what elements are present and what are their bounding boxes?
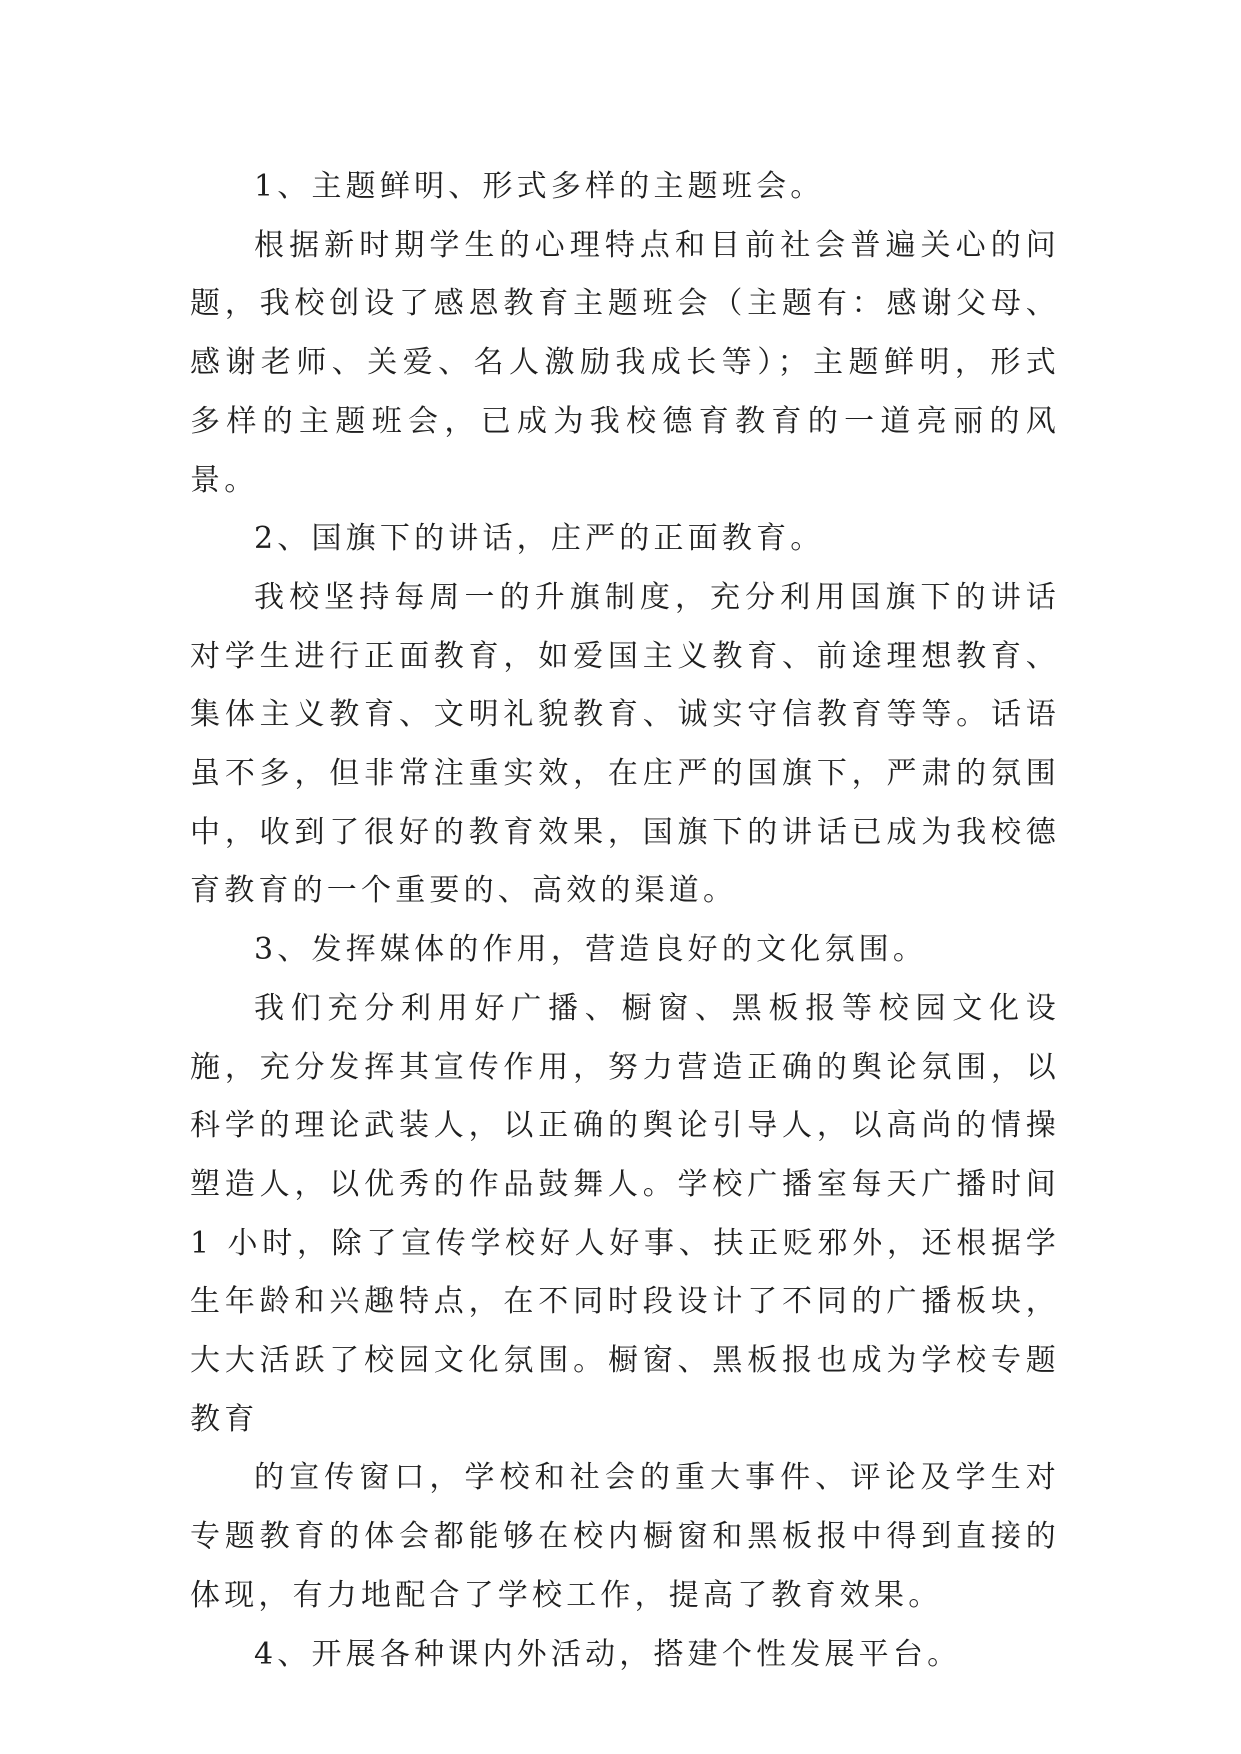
section-heading-1: 1、主题鲜明、形式多样的主题班会。 (254, 169, 825, 204)
body-paragraph-3: 我们充分利用好广播、橱窗、黑板报等校园文化设施，充分发挥其宣传作用，努力营造正确的舆论氛围，以科学的理论武装人，以正确的舆论引导人，以高尚的情操塑造人，以优秀的作品鼓舞人。学校广播室每天广播时间 1 小时，除了宣传学校好人好事、扶正贬邪外，还根据学生年龄和兴趣特点，在不同时段设计了不同的广播板块，大大活跃了校园文化氛围。橱窗、黑板报也成为学校专题教育 (190, 990, 1060, 1437)
body-paragraph-2: 我校坚持每周一的升旗制度，充分利用国旗下的讲话对学生进行正面教育，如爱国主义教育、前途理想教育、集体主义教育、文明礼貌教育、诚实守信教育等等。话语虽不多，但非常注重实效，在庄严的国旗下，严肃的氛围中，收到了很好的教育效果，国旗下的讲话已成为我校德育教育的一个重要的、高效的渠道。 (190, 579, 1060, 909)
section-heading-4: 4、开展各种课内外活动，搭建个性发展平台。 (254, 1636, 962, 1672)
document-body (190, 158, 1060, 1684)
section-heading-3: 3、发挥媒体的作用，营造良好的文化氛围。 (254, 932, 928, 968)
section-heading-2: 2、国旗下的讲话，庄严的正面教育。 (254, 521, 825, 557)
body-paragraph-1: 根据新时期学生的心理特点和目前社会普遍关心的问题，我校创设了感恩教育主题班会（主题有：感谢父母、感谢老师、关爱、名人激励我成长等）；主题鲜明，形式多样的主题班会，已成为我校德育教育的一道亮丽的风景。 (190, 227, 1060, 498)
body-paragraph-4: 的宣传窗口，学校和社会的重大事件、评论及学生对专题教育的体会都能够在校内橱窗和黑板报中得到直接的体现，有力地配合了学校工作，提高了教育效果。 (190, 1460, 1060, 1613)
